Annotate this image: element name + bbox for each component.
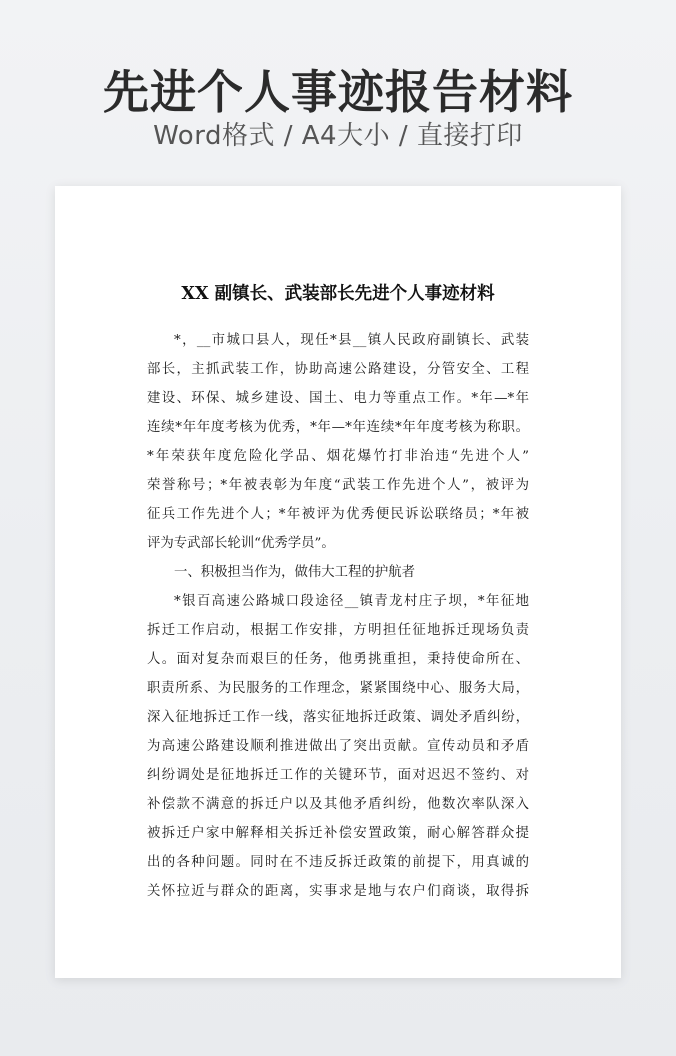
body-line: 拆迁工作启动，根据工作安排，方明担任征地拆迁现场负责	[147, 623, 529, 638]
body-line: *银百高速公路城口段途径__镇青龙村庄子坝，*年征地	[174, 594, 529, 609]
body-line: 部长，主抓武装工作，协助高速公路建设，分管安全、工程	[147, 362, 529, 377]
banner-title: 先进个人事迹报告材料	[103, 65, 573, 119]
body-line: *年荣获年度危险化学品、烟花爆竹打非治违“先进个人”	[147, 449, 529, 464]
document-title: XX 副镇长、武装部长先进个人事迹材料	[181, 284, 495, 304]
document-body	[147, 326, 529, 906]
body-line: *，__市城口县人，现任*县__镇人民政府副镇长、武装	[174, 333, 529, 348]
body-line: 评为专武部长轮训“优秀学员”。	[147, 536, 335, 551]
document-page	[55, 186, 621, 978]
banner-subtitle: Word格式 / A4大小 / 直接打印	[153, 121, 523, 151]
body-line: 深入征地拆迁工作一线，落实征地拆迁政策、调处矛盾纠纷，	[147, 710, 529, 725]
section-heading: 一、积极担当作为，做伟大工程的护航者	[174, 565, 416, 580]
body-line: 连续*年年度考核为优秀，*年—*年连续*年年度考核为称职。	[147, 420, 529, 435]
body-line: 出的各种问题。同时在不违反拆迁政策的前提下，用真诚的	[147, 855, 529, 870]
body-line: 被拆迁户家中解释相关拆迁补偿安置政策，耐心解答群众提	[147, 826, 529, 841]
body-line: 建设、环保、城乡建设、国土、电力等重点工作。*年—*年	[147, 391, 529, 406]
body-line: 关怀拉近与群众的距离，实事求是地与农户们商谈，取得拆	[147, 884, 529, 899]
body-line: 纠纷调处是征地拆迁工作的关键环节，面对迟迟不签约、对	[147, 768, 529, 783]
body-line: 征兵工作先进个人；*年被评为优秀便民诉讼联络员；*年被	[147, 507, 529, 522]
body-line: 人。面对复杂而艰巨的任务，他勇挑重担，秉持使命所在、	[147, 652, 529, 667]
body-line: 荣誉称号；*年被表彰为年度“武装工作先进个人”，被评为	[147, 478, 529, 493]
body-line: 为高速公路建设顺利推进做出了突出贡献。宣传动员和矛盾	[147, 739, 529, 754]
body-line: 补偿款不满意的拆迁户以及其他矛盾纠纷，他数次率队深入	[147, 797, 529, 812]
body-line: 职责所系、为民服务的工作理念，紧紧围绕中心、服务大局，	[147, 681, 529, 696]
